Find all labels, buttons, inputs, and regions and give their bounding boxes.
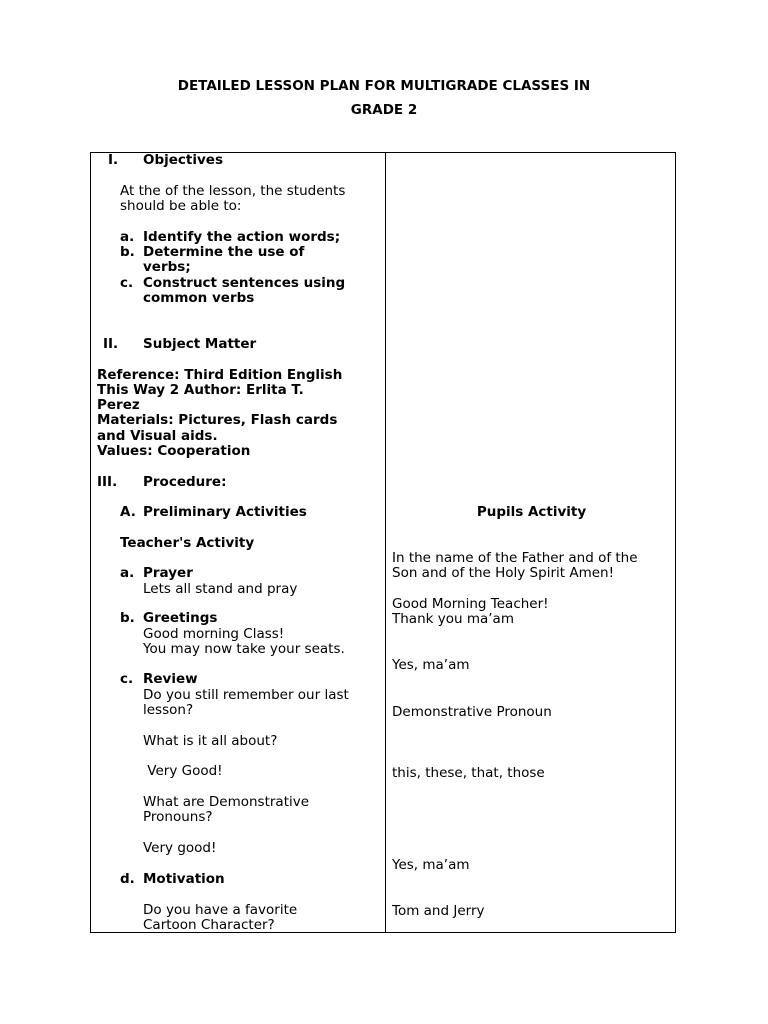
procedure-numeral: III. [97,474,118,490]
motivation-line-1: Do you have a favorite [143,902,298,918]
prayer-line-1: Lets all stand and pray [143,581,298,597]
subject-matter-line-3: Perez [97,397,140,413]
pupils-prayer-line-2: Son and of the Holy Spirit Amen! [392,565,614,581]
objectives-numeral: I. [108,152,119,168]
preliminary-heading: Preliminary Activities [143,504,307,520]
objective-c-text-line-1: Construct sentences using [143,275,346,291]
objectives-heading: Objectives [143,152,223,168]
pupils-response-yes-2: Yes, ma’am [392,857,470,873]
pupils-activity-heading: Pupils Activity [476,504,587,520]
pupils-greeting-line-1: Good Morning Teacher! [392,596,549,612]
objective-b-text-line-2: verbs; [143,259,191,275]
greetings-heading: Greetings [143,610,218,626]
prayer-heading: Prayer [143,565,193,581]
review-line-2: lesson? [143,702,194,718]
teachers-activity-heading: Teacher's Activity [120,535,255,551]
subject-matter-heading: Subject Matter [143,336,257,352]
review-line-5: What are Demonstrative [143,794,310,810]
review-heading: Review [143,671,198,687]
subject-matter-line-2: This Way 2 Author: Erlita T. [97,382,304,398]
greetings-line-1: Good morning Class! [143,626,285,642]
subject-matter-numeral: II. [103,336,119,352]
review-marker: c. [120,671,134,687]
objective-b-text-line-1: Determine the use of [143,244,305,260]
objective-a-marker: a. [120,229,135,245]
pupils-prayer-line-1: In the name of the Father and of the [392,550,638,566]
objectives-intro-line-1: At the of the lesson, the students [120,183,346,199]
document-title-line-2: GRADE 2 [350,102,418,118]
motivation-marker: d. [120,871,135,887]
pupils-greeting-line-2: Thank you ma’am [392,611,514,627]
review-line-4: Very Good! [143,763,223,779]
objective-b-marker: b. [120,244,135,260]
objectives-intro-line-2: should be able to: [120,198,242,214]
objective-a-text: Identify the action words; [143,229,341,245]
greetings-marker: b. [120,610,135,626]
document-title-line-1: DETAILED LESSON PLAN FOR MULTIGRADE CLASSES IN [177,78,591,94]
greetings-line-2: You may now take your seats. [143,641,345,657]
pupils-response-demonstrative: Demonstrative Pronoun [392,704,552,720]
preliminary-marker: A. [120,504,136,520]
pupils-response-yes-1: Yes, ma’am [392,657,470,673]
objective-c-text-line-2: common verbs [143,290,255,306]
column-divider [385,153,386,932]
review-line-7: Very good! [143,840,217,856]
review-line-3: What is it all about? [143,733,278,749]
prayer-marker: a. [120,565,135,581]
pupils-response-cartoon: Tom and Jerry [392,903,485,919]
subject-matter-line-6: Values: Cooperation [97,443,251,459]
pupils-response-examples: this, these, that, those [392,765,545,781]
subject-matter-line-4: Materials: Pictures, Flash cards [97,412,338,428]
objective-c-marker: c. [120,275,134,291]
subject-matter-line-5: and Visual aids. [97,428,218,444]
motivation-heading: Motivation [143,871,225,887]
review-line-6: Pronouns? [143,809,213,825]
subject-matter-line-1: Reference: Third Edition English [97,367,343,383]
motivation-line-2: Cartoon Character? [143,917,275,933]
lesson-plan-table [90,152,676,933]
review-line-1: Do you still remember our last [143,687,349,703]
procedure-heading: Procedure: [143,474,227,490]
